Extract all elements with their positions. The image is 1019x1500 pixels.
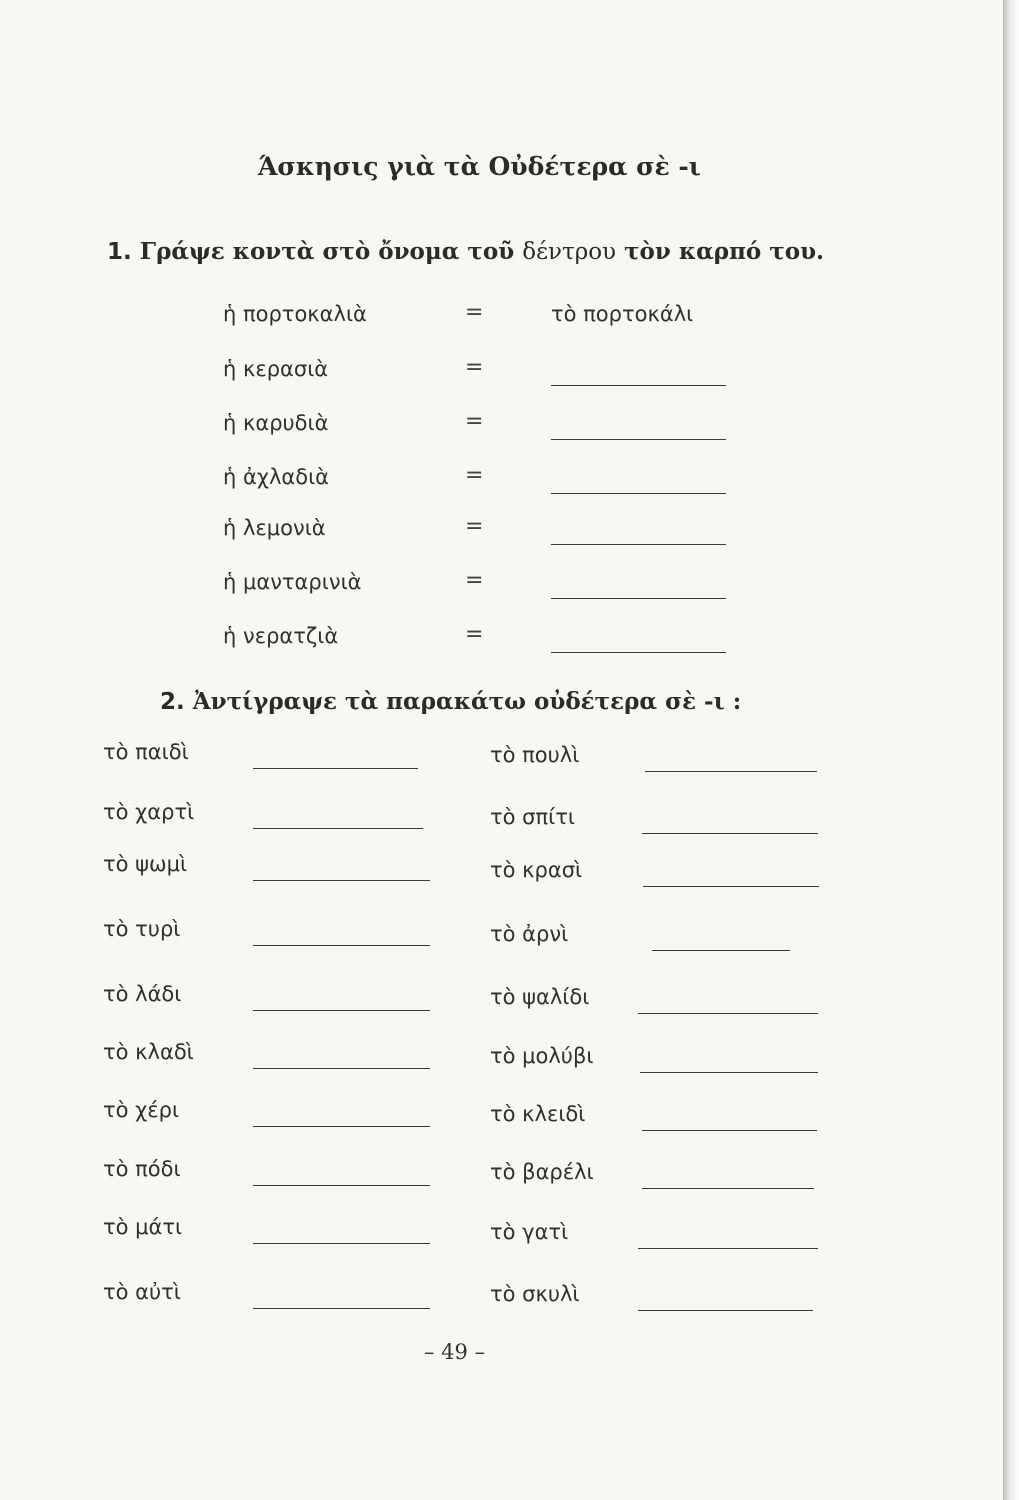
noun-right: τὸ ἀρνὶ [490, 922, 569, 946]
noun-left: τὸ πόδι [103, 1157, 181, 1181]
equals-sign: = [465, 409, 484, 434]
noun-left: τὸ χέρι [103, 1098, 180, 1122]
noun-left: τὸ κλαδὶ [103, 1040, 194, 1064]
exercise-1-instruction-part3: τὸν καρπό του. [624, 238, 825, 265]
exercise-1-instruction-part1: Γράψε κοντὰ στὸ ὄνομα τοῦ [139, 238, 515, 265]
copy-blank-left[interactable] [253, 1308, 430, 1309]
tree-name: ἡ καρυδιὰ [223, 411, 329, 435]
noun-left: τὸ ψωμὶ [103, 852, 188, 876]
noun-left: τὸ χαρτὶ [103, 800, 195, 824]
copy-blank-right[interactable] [652, 950, 790, 951]
fruit-answer-blank[interactable] [551, 544, 726, 545]
copy-blank-right[interactable] [638, 1248, 818, 1249]
noun-right: τὸ κρασὶ [490, 858, 583, 882]
noun-left: τὸ παιδὶ [103, 740, 189, 764]
tree-name: ἡ λεμονιὰ [223, 516, 326, 540]
equals-sign: = [465, 355, 484, 380]
fruit-answer-blank[interactable] [551, 439, 726, 440]
noun-right: τὸ ψαλίδι [490, 985, 590, 1009]
noun-right: τὸ κλειδὶ [490, 1102, 586, 1126]
copy-blank-left[interactable] [253, 768, 418, 769]
copy-blank-right[interactable] [642, 1188, 814, 1189]
noun-right: τὸ σκυλὶ [490, 1282, 580, 1306]
exercise-1-heading [107, 238, 824, 265]
copy-blank-right[interactable] [638, 1013, 818, 1014]
equals-sign: = [465, 300, 484, 325]
page-number: – 49 – [424, 1340, 486, 1364]
copy-blank-right[interactable] [642, 1130, 817, 1131]
noun-left: τὸ μάτι [103, 1215, 183, 1239]
exercise-2-heading [160, 688, 741, 715]
equals-sign: = [465, 463, 484, 488]
noun-left: τὸ αὐτὶ [103, 1280, 181, 1304]
noun-right: τὸ γατὶ [490, 1220, 569, 1244]
copy-blank-left[interactable] [253, 1185, 430, 1186]
exercise-2-instruction: Ἀντίγραψε τὰ παρακάτω οὐδέτερα σὲ -ι : [192, 688, 742, 715]
copy-blank-right[interactable] [645, 771, 817, 772]
copy-blank-left[interactable] [253, 1068, 430, 1069]
page-edge-shadow [1003, 0, 1019, 1500]
noun-left: τὸ τυρὶ [103, 917, 181, 941]
copy-blank-right[interactable] [643, 886, 819, 887]
tree-name: ἡ μανταρινιὰ [223, 570, 362, 594]
copy-blank-right[interactable] [642, 833, 818, 834]
fruit-answer-blank[interactable] [551, 385, 726, 386]
noun-left: τὸ λάδι [103, 982, 182, 1006]
copy-blank-left[interactable] [253, 945, 430, 946]
page-title: Άσκησις γιὰ τὰ Οὐδέτερα σὲ -ι [258, 152, 701, 181]
exercise-1-number: 1. [107, 239, 132, 265]
noun-right: τὸ σπίτι [490, 805, 575, 829]
noun-right: τὸ βαρέλι [490, 1160, 594, 1184]
fruit-answer-blank[interactable] [551, 598, 726, 599]
copy-blank-left[interactable] [253, 880, 430, 881]
fruit-answer-blank[interactable] [551, 493, 726, 494]
exercise-1-instruction-part2: δέντρου [522, 239, 617, 265]
copy-blank-right[interactable] [640, 1072, 818, 1073]
fruit-answer: τὸ πορτοκάλι [551, 302, 694, 326]
copy-blank-left[interactable] [253, 1243, 430, 1244]
exercise-2-number: 2. [160, 689, 185, 715]
fruit-answer-blank[interactable] [551, 652, 726, 653]
copy-blank-left[interactable] [253, 1126, 430, 1127]
copy-blank-left[interactable] [253, 828, 423, 829]
copy-blank-left[interactable] [253, 1010, 430, 1011]
tree-name: ἡ πορτοκαλιὰ [223, 302, 367, 326]
copy-blank-right[interactable] [638, 1310, 813, 1311]
equals-sign: = [465, 622, 484, 647]
equals-sign: = [465, 568, 484, 593]
tree-name: ἡ νερατζιὰ [223, 624, 339, 648]
equals-sign: = [465, 514, 484, 539]
noun-right: τὸ μολύβι [490, 1044, 594, 1068]
noun-right: τὸ πουλὶ [490, 743, 580, 767]
tree-name: ἡ ἀχλαδιὰ [223, 465, 330, 489]
tree-name: ἡ κερασιὰ [223, 357, 329, 381]
